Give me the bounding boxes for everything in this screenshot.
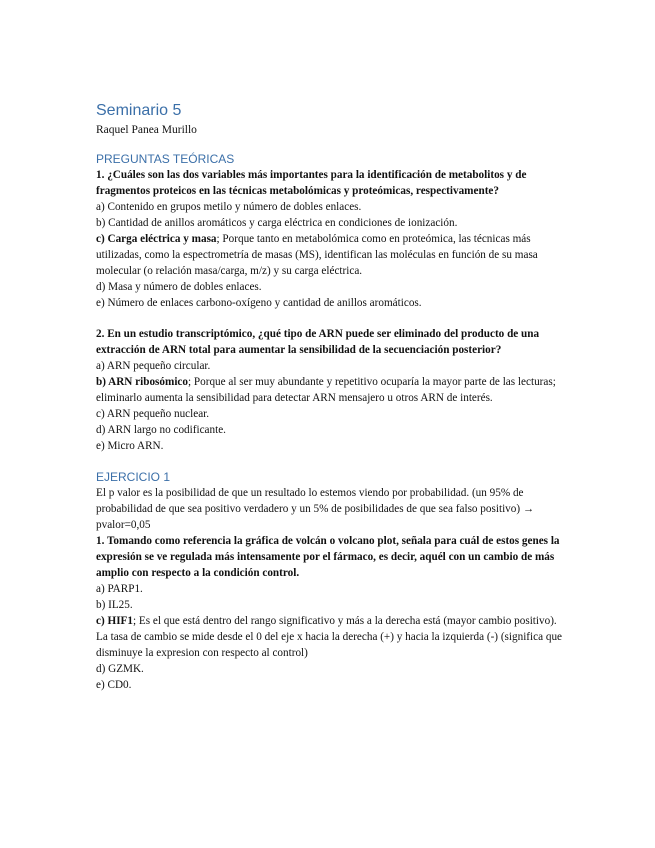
document-title: Seminario 5 [96,102,182,119]
option-d: d) GZMK. [96,663,144,675]
option-a: a) PARP1. [96,583,143,595]
option-e: e) Micro ARN. [96,440,164,452]
question-1: 1. ¿Cuáles son las dos variables más importantes para la identificación de metabolitos y de fragmentos proteicos en las técnicas metabolómicas y proteómicas, respectivamente? [96,169,527,197]
option-d: d) ARN largo no codificante. [96,424,226,436]
author-name: Raquel Panea Murillo [96,124,197,136]
section-heading-preguntas: PREGUNTAS TEÓRICAS [96,152,235,166]
answer-c [96,613,566,661]
answer-c [96,231,566,279]
answer-label: c) Carga eléctrica y masa [96,233,217,245]
option-d: d) Masa y número de dobles enlaces. [96,281,262,293]
option-e: e) CD0. [96,679,132,691]
document-body [96,151,566,693]
section-heading-ejercicio: EJERCICIO 1 [96,470,171,484]
answer-explanation: ; Es el que está dentro del rango significativo y más a la derecha está (mayor cambio positivo). La tasa de cambio se mide desde el 0 del eje x hacia la derecha (+) y hacia la izquierda (-) (significa que disminuye la expresion con respecto al control) [96,615,563,659]
option-b: b) Cantidad de anillos aromáticos y carga eléctrica en condiciones de ionización. [96,217,458,229]
answer-label: c) HIF1 [96,615,133,627]
answer-explanation: ; Porque al ser muy abundante y repetitivo ocuparía la mayor parte de las lecturas; eliminarlo aumenta la sensibilidad para detectar ARN mensajero u otros ARN de interés. [96,376,556,404]
answer-b [96,374,566,406]
answer-explanation: ; Porque tanto en metabolómica como en proteómica, las técnicas más utilizadas, como la espectrometría de masas (MS), identifican las moléculas en función de su masa molecular (o relación masa/carga, m/z) y su carga eléctrica. [96,233,538,277]
option-a: a) Contenido en grupos metilo y número de dobles enlaces. [96,201,362,213]
answer-label: b) ARN ribosómico [96,376,188,388]
option-a: a) ARN pequeño circular. [96,360,211,372]
option-e: e) Número de enlaces carbono-oxígeno y cantidad de anillos aromáticos. [96,297,422,309]
pvalue-intro: El p valor es la posibilidad de que un resultado lo estemos viendo por probabilidad. (un 95% de probabilidad de que sea positivo verdadero y un 5% de posibilidades de que sea falso positivo) → pvalor=0,05 [96,487,535,531]
option-c: c) ARN pequeño nuclear. [96,408,210,420]
option-b: b) IL25. [96,599,133,611]
question-2: 2. En un estudio transcriptómico, ¿qué tipo de ARN puede ser eliminado del producto de una extracción de ARN total para aumentar la sensibilidad de la secuenciación posterior? [96,328,540,356]
exercise-question-1: 1. Tomando como referencia la gráfica de volcán o volcano plot, señala para cuál de estos genes la expresión se ve regulada más intensamente por el fármaco, es decir, aquél con un cambio de más amplio con respecto a la condición control. [96,535,560,579]
